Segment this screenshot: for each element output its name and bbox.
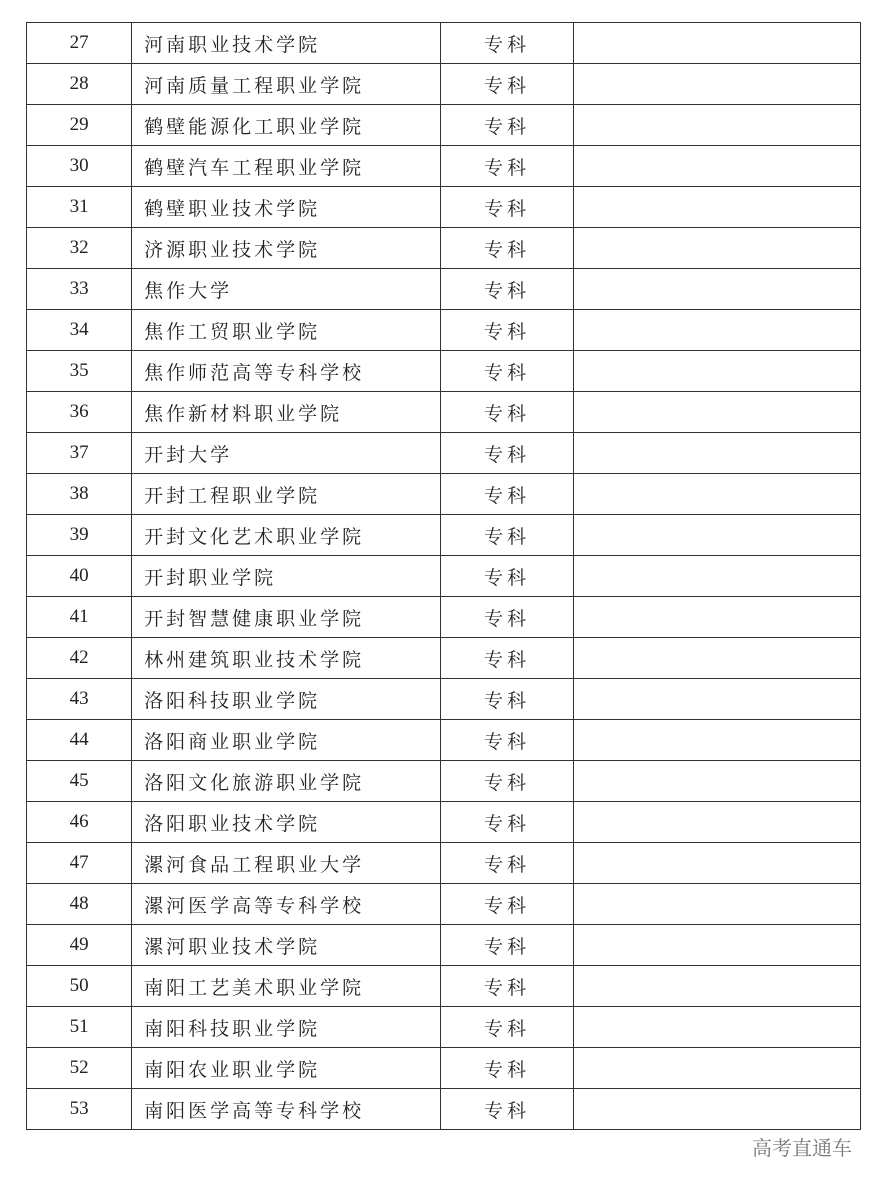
table-row	[27, 802, 861, 843]
table-row	[27, 433, 861, 474]
note-cell	[573, 187, 860, 228]
note-cell	[573, 146, 860, 187]
note-cell	[573, 556, 860, 597]
table-row	[27, 761, 861, 802]
note-cell	[573, 679, 860, 720]
table-row	[27, 392, 861, 433]
row-number: 34	[27, 310, 132, 351]
school-type: 专科	[441, 843, 573, 884]
school-name: 鹤壁汽车工程职业学院	[132, 146, 441, 187]
row-number: 31	[27, 187, 132, 228]
school-type: 专科	[441, 802, 573, 843]
table-row	[27, 925, 861, 966]
table-row	[27, 23, 861, 64]
row-number: 39	[27, 515, 132, 556]
note-cell	[573, 105, 860, 146]
school-name: 鹤壁职业技术学院	[132, 187, 441, 228]
school-name: 开封职业学院	[132, 556, 441, 597]
school-name: 焦作大学	[132, 269, 441, 310]
school-name: 洛阳科技职业学院	[132, 679, 441, 720]
row-number: 28	[27, 64, 132, 105]
table-row	[27, 638, 861, 679]
school-type: 专科	[441, 1048, 573, 1089]
row-number: 47	[27, 843, 132, 884]
school-type: 专科	[441, 761, 573, 802]
school-type: 专科	[441, 966, 573, 1007]
row-number: 33	[27, 269, 132, 310]
note-cell	[573, 474, 860, 515]
school-name: 济源职业技术学院	[132, 228, 441, 269]
school-type: 专科	[441, 228, 573, 269]
school-type: 专科	[441, 23, 573, 64]
school-name: 洛阳商业职业学院	[132, 720, 441, 761]
note-cell	[573, 392, 860, 433]
table-row	[27, 105, 861, 146]
school-type: 专科	[441, 146, 573, 187]
note-cell	[573, 515, 860, 556]
school-type: 专科	[441, 64, 573, 105]
table-row	[27, 597, 861, 638]
school-table	[26, 22, 861, 1130]
school-type: 专科	[441, 1007, 573, 1048]
school-type: 专科	[441, 310, 573, 351]
school-name: 开封大学	[132, 433, 441, 474]
table-row	[27, 884, 861, 925]
row-number: 36	[27, 392, 132, 433]
table-row	[27, 146, 861, 187]
school-type: 专科	[441, 105, 573, 146]
school-name: 开封文化艺术职业学院	[132, 515, 441, 556]
note-cell	[573, 269, 860, 310]
school-name: 漯河职业技术学院	[132, 925, 441, 966]
school-type: 专科	[441, 556, 573, 597]
row-number: 27	[27, 23, 132, 64]
table-row	[27, 351, 861, 392]
table-row	[27, 515, 861, 556]
note-cell	[573, 720, 860, 761]
row-number: 45	[27, 761, 132, 802]
table-body	[27, 23, 861, 1130]
note-cell	[573, 597, 860, 638]
school-type: 专科	[441, 474, 573, 515]
table-row	[27, 720, 861, 761]
school-name: 洛阳职业技术学院	[132, 802, 441, 843]
row-number: 53	[27, 1089, 132, 1130]
school-type: 专科	[441, 638, 573, 679]
school-name: 洛阳文化旅游职业学院	[132, 761, 441, 802]
note-cell	[573, 638, 860, 679]
school-type: 专科	[441, 515, 573, 556]
row-number: 42	[27, 638, 132, 679]
row-number: 40	[27, 556, 132, 597]
row-number: 37	[27, 433, 132, 474]
note-cell	[573, 966, 860, 1007]
row-number: 43	[27, 679, 132, 720]
row-number: 32	[27, 228, 132, 269]
school-name: 开封智慧健康职业学院	[132, 597, 441, 638]
school-name: 林州建筑职业技术学院	[132, 638, 441, 679]
school-type: 专科	[441, 392, 573, 433]
school-name: 焦作师范高等专科学校	[132, 351, 441, 392]
school-name: 焦作新材料职业学院	[132, 392, 441, 433]
table-row	[27, 556, 861, 597]
row-number: 29	[27, 105, 132, 146]
table-row	[27, 187, 861, 228]
table-row	[27, 1007, 861, 1048]
school-type: 专科	[441, 925, 573, 966]
school-type: 专科	[441, 597, 573, 638]
note-cell	[573, 1048, 860, 1089]
note-cell	[573, 64, 860, 105]
table-row	[27, 1048, 861, 1089]
school-name: 鹤壁能源化工职业学院	[132, 105, 441, 146]
table-row	[27, 64, 861, 105]
note-cell	[573, 843, 860, 884]
row-number: 50	[27, 966, 132, 1007]
table-row	[27, 966, 861, 1007]
row-number: 52	[27, 1048, 132, 1089]
school-name: 漯河医学高等专科学校	[132, 884, 441, 925]
note-cell	[573, 23, 860, 64]
row-number: 48	[27, 884, 132, 925]
note-cell	[573, 310, 860, 351]
school-type: 专科	[441, 720, 573, 761]
row-number: 46	[27, 802, 132, 843]
note-cell	[573, 761, 860, 802]
school-name: 焦作工贸职业学院	[132, 310, 441, 351]
table-row	[27, 1089, 861, 1130]
row-number: 30	[27, 146, 132, 187]
school-name: 南阳农业职业学院	[132, 1048, 441, 1089]
row-number: 35	[27, 351, 132, 392]
row-number: 44	[27, 720, 132, 761]
note-cell	[573, 884, 860, 925]
table-row	[27, 474, 861, 515]
school-name: 河南质量工程职业学院	[132, 64, 441, 105]
school-type: 专科	[441, 187, 573, 228]
school-type: 专科	[441, 884, 573, 925]
school-type: 专科	[441, 351, 573, 392]
note-cell	[573, 1089, 860, 1130]
row-number: 49	[27, 925, 132, 966]
note-cell	[573, 228, 860, 269]
watermark: 高考直通车	[752, 1136, 852, 1160]
school-name: 开封工程职业学院	[132, 474, 441, 515]
school-name: 河南职业技术学院	[132, 23, 441, 64]
note-cell	[573, 433, 860, 474]
row-number: 38	[27, 474, 132, 515]
school-name: 南阳科技职业学院	[132, 1007, 441, 1048]
table-row	[27, 310, 861, 351]
row-number: 41	[27, 597, 132, 638]
school-type: 专科	[441, 269, 573, 310]
school-type: 专科	[441, 679, 573, 720]
note-cell	[573, 1007, 860, 1048]
school-type: 专科	[441, 433, 573, 474]
school-name: 南阳工艺美术职业学院	[132, 966, 441, 1007]
table-row	[27, 269, 861, 310]
row-number: 51	[27, 1007, 132, 1048]
table-row	[27, 679, 861, 720]
note-cell	[573, 351, 860, 392]
table-row	[27, 843, 861, 884]
note-cell	[573, 802, 860, 843]
school-type: 专科	[441, 1089, 573, 1130]
school-name: 漯河食品工程职业大学	[132, 843, 441, 884]
table-row	[27, 228, 861, 269]
note-cell	[573, 925, 860, 966]
school-name: 南阳医学高等专科学校	[132, 1089, 441, 1130]
